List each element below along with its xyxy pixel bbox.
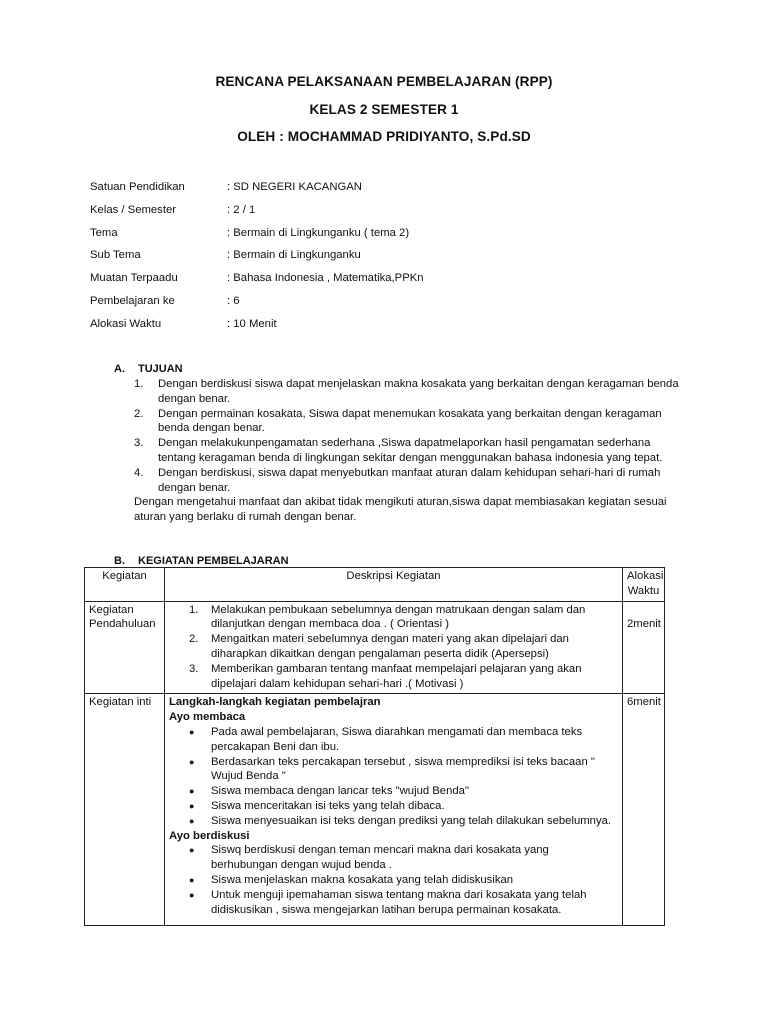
class-semester-heading: KELAS 2 SEMESTER 1 bbox=[309, 102, 459, 117]
table-row bbox=[85, 601, 665, 694]
list-item bbox=[169, 888, 618, 918]
list-item bbox=[169, 662, 618, 692]
info-row bbox=[90, 226, 690, 249]
item-number: 2. bbox=[189, 633, 199, 646]
steps-intro: Langkah-langkah kegiatan pembelajran bbox=[169, 696, 381, 709]
item-text: Dengan berdiskusi siswa dapat menjelaskan makna kosakata yang berkaitan dengan keragaman benda dengan benar. bbox=[158, 378, 679, 405]
column-header: Alokasi Waktu bbox=[623, 568, 665, 602]
activity-description bbox=[165, 601, 623, 694]
item-number: 2. bbox=[134, 407, 144, 420]
activities-table bbox=[84, 567, 665, 926]
bullet-icon: ● bbox=[189, 756, 195, 767]
info-label: Kelas / Semester bbox=[90, 203, 177, 216]
time-value: 6menit bbox=[627, 696, 661, 709]
item-text: Memberikan gambaran tentang manfaat mempelajari pelajaran yang akan dipelajari dalam kehidupan sehari-hari .( Motivasi ) bbox=[211, 662, 582, 690]
activity-label: Kegiatan inti bbox=[85, 694, 165, 926]
list-item bbox=[169, 755, 618, 785]
list-item bbox=[169, 784, 618, 799]
info-label: Sub Tema bbox=[90, 249, 141, 262]
identity-block bbox=[90, 180, 690, 340]
item-number: 4. bbox=[134, 466, 144, 479]
item-text: Untuk menguji ipemahaman siswa tentang makna dari kosakata yang telah didiskusikan , siswa mengejarkan latihan berupa permainan kosakata. bbox=[211, 888, 587, 916]
bullet-icon: ● bbox=[189, 874, 195, 885]
tujuan-list bbox=[134, 377, 679, 525]
table-header-row bbox=[85, 568, 665, 602]
info-label: Alokasi Waktu bbox=[90, 317, 162, 330]
section-letter: B. bbox=[114, 555, 125, 567]
subsection-heading: Ayo membaca bbox=[169, 711, 246, 724]
item-number: 3. bbox=[134, 437, 144, 450]
info-value: : Bermain di Lingkunganku ( tema 2) bbox=[227, 226, 410, 239]
info-label: Satuan Pendidikan bbox=[90, 181, 185, 193]
item-number: 1. bbox=[189, 603, 199, 616]
time-value: 2menit bbox=[627, 617, 661, 630]
info-value: : SD NEGERI KACANGAN bbox=[227, 181, 362, 193]
info-row bbox=[90, 271, 690, 294]
list-item bbox=[134, 466, 679, 496]
section-a-heading bbox=[114, 362, 183, 377]
info-value: : 6 bbox=[227, 294, 240, 307]
activity-label: Kegiatan Pendahuluan bbox=[85, 601, 165, 694]
info-value: : Bahasa Indonesia , Matematika,PPKn bbox=[227, 272, 424, 285]
list-item bbox=[134, 377, 679, 407]
activity-description bbox=[165, 694, 623, 926]
item-text: Berdasarkan teks percakapan tersebut , siswa memprediksi isi teks bacaan " Wujud Benda " bbox=[211, 755, 595, 783]
bullet-icon: ● bbox=[189, 889, 195, 900]
info-row bbox=[90, 203, 690, 226]
section-title: KEGIATAN PEMBELAJARAN bbox=[138, 555, 289, 567]
item-text: Siswa membaca dengan lancar teks "wujud Benda" bbox=[211, 785, 469, 798]
item-text: Siswa menyesuaikan isi teks dengan prediksi yang telah dilakukan sebelumnya. bbox=[211, 814, 612, 827]
info-value: : Bermain di Lingkunganku bbox=[227, 249, 361, 262]
info-row bbox=[90, 317, 690, 340]
bullet-icon: ● bbox=[189, 726, 195, 737]
item-number: 1. bbox=[134, 378, 144, 390]
list-item bbox=[169, 814, 618, 829]
item-text: Siswa menceritakan isi teks yang telah dibaca. bbox=[211, 799, 445, 812]
bullet-icon: ● bbox=[189, 815, 195, 826]
bullet-icon: ● bbox=[189, 800, 195, 811]
document-title: RENCANA PELAKSANAAN PEMBELAJARAN (RPP) bbox=[215, 74, 553, 89]
subsection-heading: Ayo berdiskusi bbox=[169, 829, 250, 842]
table-row bbox=[85, 694, 665, 926]
info-row bbox=[90, 248, 690, 271]
item-text: Melakukan pembukaan sebelumnya dengan matrukaan dengan salam dan dilanjutkan dengan membaca doa . ( Orientasi ) bbox=[211, 603, 586, 631]
info-value: : 2 / 1 bbox=[227, 203, 256, 216]
list-item bbox=[169, 603, 618, 633]
info-value: : 10 Menit bbox=[227, 317, 277, 330]
item-text: Dengan permainan kosakata, Siswa dapat menemukan kosakata yang berkaitan dengan keragaman benda dengan benar. bbox=[158, 407, 662, 435]
section-letter: A. bbox=[114, 363, 125, 375]
activity-time bbox=[623, 601, 665, 694]
info-row bbox=[90, 180, 690, 203]
section-title: TUJUAN bbox=[138, 363, 183, 375]
list-item bbox=[169, 799, 618, 814]
bullet-icon: ● bbox=[189, 845, 195, 856]
list-item bbox=[134, 436, 679, 466]
info-row bbox=[90, 294, 690, 317]
info-label: Muatan Terpaadu bbox=[90, 272, 178, 285]
item-text: Mengaitkan materi sebelumnya dengan materi yang akan dipelajari dan diharapkan dikaitkan dengan pengalaman peserta didik (Apersepsi) bbox=[211, 633, 569, 660]
item-text: Dengan melakukunpengamatan sederhana ,Siswa dapatmelaporkan hasil pengamatan sederhana tentang keragaman benda di lingkungan sekitar dengan menggunakan bahasa indonesia yang tepat. bbox=[158, 437, 663, 464]
item-number: 3. bbox=[189, 662, 199, 675]
column-header: Kegiatan bbox=[85, 568, 165, 602]
item-text: Dengan berdiskusi, siswa dapat menyebutkan manfaat aturan dalam kehidupan sehari-hari di rumah dengan benar. bbox=[158, 466, 661, 494]
tujuan-closing: Dengan mengetahui manfaat dan akibat tidak mengikuti aturan,siswa dapat membiasakan kegiatan sesuai aturan yang berlaku di rumah dengan benar. bbox=[134, 496, 667, 524]
list-item bbox=[169, 843, 618, 873]
item-text: Pada awal pembelajaran, Siswa diarahkan mengamati dan membaca teks percakapan Beni dan ibu. bbox=[211, 725, 583, 753]
info-label: Tema bbox=[90, 226, 118, 239]
bullet-icon: ● bbox=[189, 786, 195, 797]
item-text: Siswq berdiskusi dengan teman mencari makna dari kosakata yang berhubungan dengan wujud benda . bbox=[211, 844, 549, 872]
item-text: Siswa menjelaskan makna kosakata yang telah didiskusikan bbox=[211, 873, 514, 886]
author-heading: OLEH : MOCHAMMAD PRIDIYANTO, S.Pd.SD bbox=[237, 129, 531, 144]
activity-time bbox=[623, 694, 665, 926]
list-item bbox=[134, 407, 679, 437]
list-item bbox=[169, 632, 618, 662]
list-item bbox=[169, 873, 618, 888]
info-label: Pembelajaran ke bbox=[90, 294, 175, 307]
list-item bbox=[169, 725, 618, 755]
column-header: Deskripsi Kegiatan bbox=[165, 568, 623, 602]
